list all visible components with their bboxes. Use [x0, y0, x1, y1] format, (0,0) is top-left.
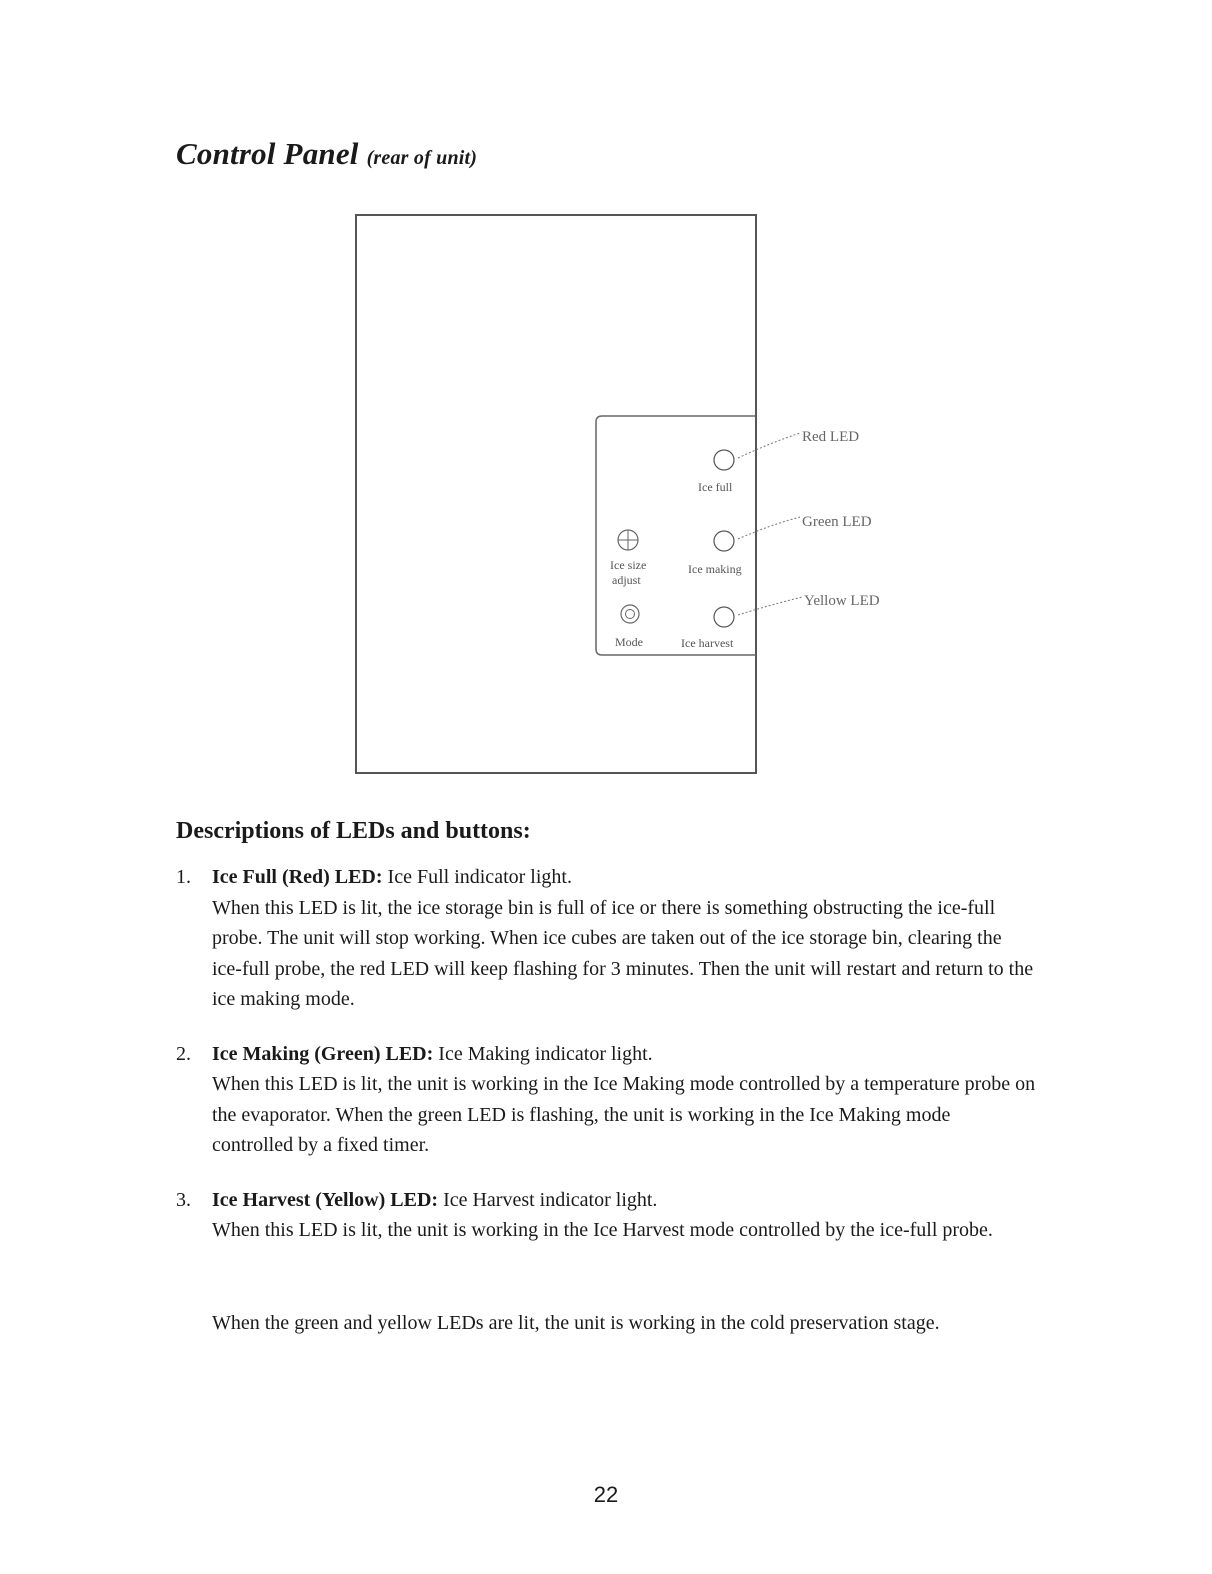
- item-summary: Ice Full indicator light.: [382, 866, 572, 888]
- item-body: When this LED is lit, the ice storage bin is full of ice or there is something obstructing the ice-full probe. The unit will stop working. When ice cubes are taken out of the ice storage bin, clearing the ice-full probe, the red LED will keep flashing for 3 minutes. Then the unit will restart and return to the ice making mode.: [212, 896, 1034, 1010]
- green-led-leader: [738, 517, 800, 539]
- ice-size-label-line1: Ice size: [610, 558, 647, 572]
- item-summary: Ice Making indicator light.: [433, 1042, 653, 1065]
- title-main: Control Panel: [176, 136, 359, 171]
- control-panel-diagram: [340, 205, 920, 790]
- ice-harvest-led: [714, 607, 734, 627]
- list-item: [176, 862, 1036, 1015]
- item-number: 2.: [176, 1042, 191, 1065]
- list-item: [176, 1039, 1036, 1161]
- note-paragraph: When the green and yellow LEDs are lit, the unit is working in the cold preservation stage.: [212, 1312, 940, 1334]
- item-body: When this LED is lit, the unit is working in the Ice Harvest mode controlled by the ice-full probe.: [212, 1219, 993, 1241]
- ice-harvest-label: Ice harvest: [681, 636, 734, 650]
- red-led-callout: Red LED: [802, 429, 860, 445]
- ice-making-label: Ice making: [688, 562, 742, 576]
- yellow-led-leader: [738, 597, 802, 615]
- control-panel-svg: [340, 205, 920, 790]
- unit-outline: [356, 215, 756, 773]
- yellow-led-callout: Yellow LED: [804, 593, 880, 609]
- ice-size-label-line2: adjust: [612, 573, 641, 587]
- red-led-leader: [738, 433, 800, 458]
- page-number: 22: [593, 1482, 619, 1507]
- item-label: Ice Harvest (Yellow) LED:: [212, 1188, 439, 1211]
- item-body: When this LED is lit, the unit is working in the Ice Making mode controlled by a temperature probe on the evaporator. When the green LED is flashing, the unit is working in the Ice Making mode controlled by a fixed timer.: [212, 1073, 1036, 1156]
- ice-making-led: [714, 531, 734, 551]
- led-descriptions-list: [176, 862, 1036, 1270]
- item-number: 1.: [176, 866, 191, 888]
- ice-full-label: Ice full: [698, 480, 733, 494]
- ice-size-adjust-button: [618, 530, 638, 550]
- green-led-callout: Green LED: [802, 514, 872, 530]
- title-sub: (rear of unit): [366, 147, 478, 169]
- item-number: 3.: [176, 1188, 191, 1211]
- ice-full-led: [714, 450, 734, 470]
- page-title: [176, 136, 477, 172]
- item-summary: Ice Harvest indicator light.: [438, 1188, 658, 1211]
- mode-label: Mode: [615, 635, 643, 649]
- mode-button: [621, 605, 639, 623]
- item-label: Ice Full (Red) LED:: [212, 866, 383, 888]
- section-heading: Descriptions of LEDs and buttons:: [176, 818, 531, 844]
- list-item: [176, 1185, 1036, 1246]
- item-label: Ice Making (Green) LED:: [212, 1042, 434, 1065]
